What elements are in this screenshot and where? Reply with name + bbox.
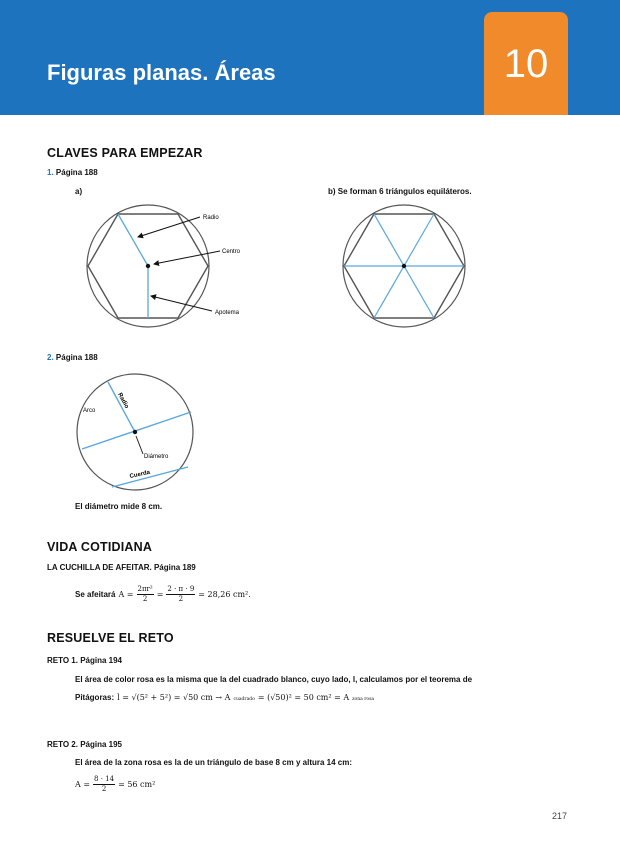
diametro-label: Diámetro bbox=[144, 454, 169, 460]
radius-line bbox=[118, 214, 148, 266]
vida-text: Se afeitará bbox=[75, 589, 116, 599]
reto2-title: RETO 2. Página 195 bbox=[47, 740, 122, 749]
fraction-2 bbox=[166, 585, 195, 604]
fraction-2-numerator: 2 · π · 9 bbox=[167, 584, 195, 593]
reto2-fraction bbox=[93, 775, 115, 794]
reto2-formula-result: = 56 cm² bbox=[118, 779, 156, 789]
reto1-line2 bbox=[75, 693, 374, 702]
chapter-header bbox=[0, 0, 620, 115]
q1-b-label: b) Se forman 6 triángulos equiláteros. bbox=[328, 187, 472, 196]
reto1-pitagoras-label: Pitágoras: bbox=[75, 693, 115, 702]
reto2-line1: El área de la zona rosa es la de un triángulo de base 8 cm y altura 14 cm: bbox=[75, 758, 352, 767]
arco-label: Arco bbox=[83, 408, 96, 414]
radio-label-2: Radio bbox=[116, 392, 130, 410]
apotema-label: Apotema bbox=[215, 310, 240, 316]
reto1-formula-part2: = (√50)² = 50 cm² = A bbox=[257, 693, 350, 702]
section-claves-title: CLAVES PARA EMPEZAR bbox=[47, 146, 203, 160]
center-dot-b bbox=[402, 264, 406, 268]
fraction-1-denominator: 2 bbox=[142, 594, 148, 603]
section-reto-title: RESUELVE EL RETO bbox=[47, 631, 174, 645]
center-dot bbox=[146, 264, 150, 268]
reto1-title: RETO 1. Página 194 bbox=[47, 656, 122, 665]
q2-heading bbox=[47, 353, 98, 362]
hexagon-figure-a bbox=[80, 200, 270, 330]
vida-subtitle: LA CUCHILLA DE AFEITAR. Página 189 bbox=[47, 563, 196, 572]
q1-a-label: a) bbox=[75, 187, 83, 196]
chapter-title: Figuras planas. Áreas bbox=[47, 60, 276, 85]
apothem-arrow bbox=[151, 296, 212, 311]
formula-equals: = bbox=[156, 589, 164, 599]
hexagon-figure-b bbox=[338, 200, 473, 330]
q2-number: 2. bbox=[47, 353, 54, 362]
page-number: 217 bbox=[552, 811, 568, 821]
formula-result: = 28,26 cm². bbox=[198, 589, 251, 599]
reto1-line1: El área de color rosa es la misma que la del cuadrado blanco, cuyo lado, l, calculamos por el teorema de bbox=[75, 675, 473, 684]
radius-arrow bbox=[138, 217, 200, 237]
chapter-number: 10 bbox=[503, 42, 549, 86]
reto2-fraction-denominator: 2 bbox=[101, 784, 107, 793]
q1-heading bbox=[47, 168, 98, 177]
fraction-1-numerator: 2πr² bbox=[137, 584, 153, 593]
fraction-1 bbox=[137, 585, 154, 604]
reto1-sub-cuadrado: cuadrado bbox=[233, 697, 255, 702]
chord-line bbox=[112, 467, 188, 487]
vida-formula-line bbox=[75, 583, 251, 605]
section-vida-title: VIDA COTIDIANA bbox=[47, 540, 153, 554]
formula-lhs: A = bbox=[118, 589, 134, 599]
reto2-formula-line bbox=[75, 773, 155, 795]
q1-page: Página 188 bbox=[55, 168, 98, 177]
reto2-fraction-numerator: 8 · 14 bbox=[94, 774, 115, 783]
diameter-pointer bbox=[136, 436, 143, 454]
center-arrow bbox=[154, 251, 220, 264]
reto2-formula-lhs: A = bbox=[75, 779, 91, 789]
centro-label: Centro bbox=[222, 249, 241, 255]
radius-line-2 bbox=[108, 382, 135, 432]
reto1-sub-zona-rosa: zona rosa bbox=[352, 697, 375, 702]
fraction-2-denominator: 2 bbox=[178, 594, 184, 603]
q2-answer: El diámetro mide 8 cm. bbox=[75, 502, 163, 511]
center-dot-2 bbox=[133, 430, 137, 434]
circle-elements-figure bbox=[70, 370, 205, 495]
radio-label: Radio bbox=[203, 215, 219, 221]
q1-number: 1. bbox=[47, 168, 54, 177]
q2-page: Página 188 bbox=[55, 353, 98, 362]
chapter-number-box bbox=[484, 12, 568, 115]
reto1-formula-part1: l = √(5² + 5²) = √50 cm → A bbox=[117, 693, 231, 702]
cuerda-label: Cuerda bbox=[129, 469, 151, 480]
